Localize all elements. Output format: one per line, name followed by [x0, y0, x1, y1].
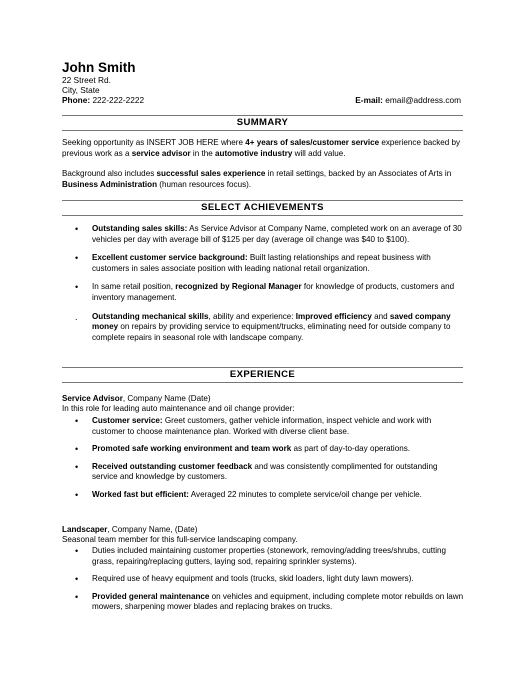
text-run: Required use of heavy equipment and tools (trucks, skid loaders, light duty lawn mowers). [92, 574, 414, 584]
list-item [62, 224, 464, 245]
job-company: , Company Name (Date) [122, 394, 211, 403]
job-header-service-advisor [62, 394, 464, 405]
text-run: Duties included maintaining customer properties (stonework, removing/adding trees/shrubs, cutting grass, repairing/replacing gutters, laying sod, repairing sprinkler systems). [92, 546, 447, 566]
bold-text: Promoted safe working environment and team work [92, 444, 292, 454]
text-run: Built lasting relationships and repeat business with customers in sales associate position with leading national retail organization. [92, 253, 431, 273]
bold-text: Improved efficiency [295, 311, 372, 321]
job-description: In this role for leading auto maintenance and oil change provider: [62, 404, 295, 413]
phone-number: 222-222-2222 [92, 95, 145, 105]
bold-text: recognized by Regional Manager [175, 282, 302, 292]
text-run: (human resources focus). [157, 179, 252, 189]
text-run: Greet customers, gather vehicle information, inspect vehicle and work with customer to choose maintenance plan. Worked with diverse client base. [92, 416, 432, 436]
phone-line [62, 95, 144, 105]
bullet-icon: • [75, 574, 79, 585]
list-item [62, 282, 464, 303]
text-run: As Service Advisor at Company Name, completed work on an average of 30 vehicles per day with average bill of $125 per day (average oil change was $40 to $100). [92, 224, 462, 244]
bullet-icon: • [75, 224, 79, 234]
bullet-icon: • [75, 591, 79, 602]
bold-text: saved company money [92, 311, 451, 332]
bold-text: Customer service: [92, 416, 163, 425]
text-run: and was consistently complimented for outstanding service and knowledge by customers. [92, 461, 438, 482]
bullet-icon: • [75, 253, 79, 264]
bold-text: Outstanding sales skills: [92, 224, 188, 233]
achievements-heading: SELECT ACHIEVEMENTS [62, 200, 463, 216]
job-duties-list [62, 416, 464, 501]
street-address: 22 Street Rd. [62, 75, 111, 85]
summary-paragraph-1 [62, 138, 464, 159]
job-header-landscaper [62, 525, 464, 536]
job-title: Service Advisor [62, 394, 123, 403]
bold-text: Business Administration [62, 179, 158, 189]
phone-label: Phone: [62, 95, 91, 105]
bold-text: automotive industry [215, 148, 293, 158]
list-item [62, 462, 464, 483]
list-item [62, 490, 464, 501]
list-item [62, 312, 464, 344]
bold-text: Received outstanding customer feedback [92, 461, 253, 471]
bold-text: service advisor [131, 148, 191, 158]
text-run: on repairs by providing service to equipment/trucks, eliminating need for outside company to complete repairs in seasonal role with landscape company. [92, 322, 451, 342]
email-label: E-mail: [355, 95, 383, 105]
bold-text: Worked fast but efficient: [92, 489, 189, 499]
bold-text: Excellent customer service background: [92, 253, 248, 263]
text-run: and [371, 311, 390, 321]
candidate-name: John Smith [62, 60, 136, 75]
list-item [62, 574, 464, 585]
job-title: Landscaper [62, 525, 108, 534]
list-item [62, 546, 464, 567]
text-run: Background also includes [62, 169, 157, 178]
bold-text: 4+ years of sales/customer service [245, 138, 380, 147]
list-item [62, 592, 464, 613]
bullet-icon: . [75, 311, 78, 322]
text-run: in retail settings, backed by an Associates of Arts in [265, 169, 452, 178]
text-run: as part of day-to-day operations. [291, 444, 411, 454]
bold-text: successful sales experience [156, 169, 266, 178]
experience-heading: EXPERIENCE [62, 367, 463, 383]
summary-heading: SUMMARY [62, 115, 463, 131]
list-item [62, 444, 464, 455]
text-run: Seeking opportunity as INSERT JOB HERE where [62, 138, 246, 147]
text-run: in the [190, 148, 215, 158]
email-line [355, 95, 461, 105]
text-run: In same retail position, [92, 282, 176, 292]
text-run: experience backed by previous work as a [62, 138, 461, 158]
list-item [62, 253, 464, 274]
city-state: City, State [62, 85, 100, 95]
achievements-list [62, 224, 464, 343]
text-run: for knowledge of products, customers and inventory management. [92, 282, 455, 302]
job-duties-list [62, 546, 464, 613]
bold-text: Provided general maintenance [92, 591, 210, 601]
bold-text: Outstanding mechanical skills [92, 311, 209, 321]
job-company: , Company Name, (Date) [107, 525, 198, 534]
summary-paragraph-2 [62, 169, 464, 190]
text-run: Averaged 22 minutes to complete service/oil change per vehicle. [188, 489, 422, 499]
job-description: Seasonal team member for this full-service landscaping company. [62, 535, 298, 544]
bullet-icon: • [75, 546, 79, 556]
bullet-icon: • [75, 489, 79, 500]
bullet-icon: • [75, 282, 79, 293]
bullet-icon: • [75, 416, 79, 426]
text-run: , ability and experience: [208, 311, 296, 321]
bullet-icon: • [75, 444, 79, 455]
email-address: email@address.com [385, 95, 461, 105]
list-item [62, 416, 464, 437]
text-run: on vehicles and equipment, including complete motor rebuilds on lawn mowers, sharpening mower blades and replacing brakes on trucks. [92, 591, 464, 612]
text-run: will add value. [292, 148, 346, 158]
bullet-icon: • [75, 461, 79, 472]
